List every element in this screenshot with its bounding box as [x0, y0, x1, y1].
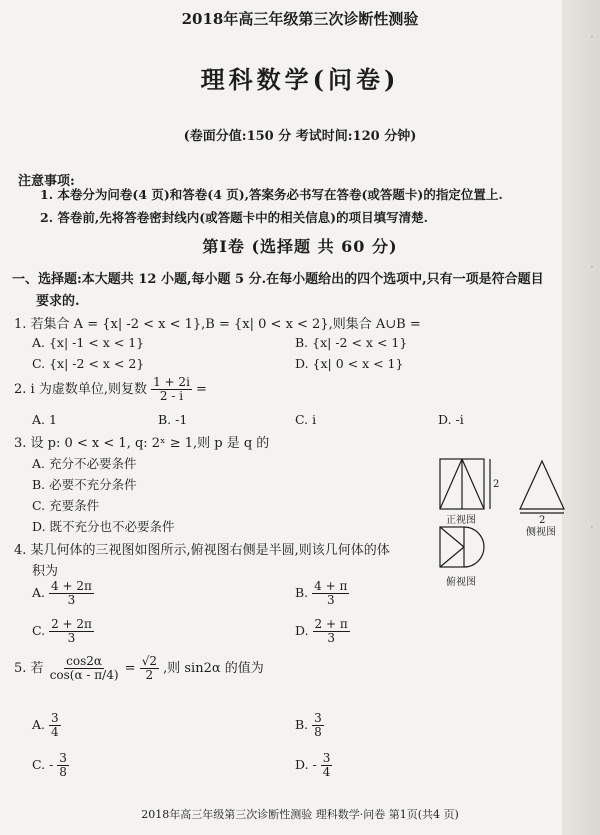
question-4-line: 4. 某几何体的三视图如图所示,俯视图右侧是半圆,则该几何体的体 [14, 543, 390, 558]
question-4-line: 积为 [32, 564, 59, 579]
q4-option-d-label: D. [295, 623, 309, 639]
section-title: 第Ⅰ卷 (选择题 共 60 分) [202, 237, 398, 256]
q3-option-c: C. 充要条件 [32, 498, 100, 513]
q5-option-b [295, 712, 324, 739]
q4-option-a-label: A. [32, 585, 46, 601]
q5-option-d-label: D. - [295, 757, 317, 773]
fraction-denominator: 2 [145, 668, 154, 683]
paper-title: 理科数学(问卷) [200, 65, 400, 94]
q2-option-a: A. 1 [32, 412, 57, 427]
fraction-denominator: 4 [322, 765, 331, 780]
instructions-line: 要求的. [36, 294, 80, 309]
q2-option-c: C. i [295, 412, 317, 427]
fraction-denominator: 3 [326, 593, 335, 608]
q4-option-c [32, 618, 94, 645]
fraction-denominator: 8 [314, 725, 322, 740]
q3-option-d: D. 既不充分也不必要条件 [32, 519, 175, 534]
q5-rhs-fraction [140, 655, 159, 682]
bleed-through-mark: · [589, 30, 594, 45]
bleed-through-mark: · [589, 520, 594, 535]
q5-suffix: ,则 sin2α 的值为 [163, 661, 264, 677]
q1-option-d: D. {x| 0 < x < 1} [295, 356, 404, 371]
q2-fraction [151, 376, 192, 403]
q5-option-a-label: A. [32, 717, 46, 733]
q5-equals: = [124, 661, 136, 677]
note-item: 1. 本卷分为问卷(4 页)和答卷(4 页),答案务必书写在答卷(或答题卡)的指定位置上. [40, 187, 503, 202]
q5-option-a-fraction [49, 712, 61, 739]
q2-equals: = [196, 382, 207, 398]
q2-fraction-numerator: 1 + 2i [153, 375, 190, 389]
fraction-numerator: 2 + π [314, 617, 348, 631]
question-2-stem [14, 376, 207, 403]
instructions-line: 一、选择题:本大题共 12 小题,每小题 5 分.在每小题给出的四个选项中,只有一项是符合题目 [12, 272, 544, 287]
exam-info: (卷面分值:150 分 考试时间:120 分钟) [183, 129, 417, 144]
fraction-numerator: 4 + 2π [51, 579, 92, 593]
bleed-through-mark: · [589, 260, 594, 275]
page-footer: 2018年高三年级第三次诊断性测验 理科数学·问卷 第1页(共4 页) [141, 808, 459, 821]
fraction-numerator: cos2α [66, 654, 103, 668]
fraction-numerator: 2 + 2π [51, 617, 92, 631]
q5-option-c [32, 752, 69, 779]
q3-option-b: B. 必要不充分条件 [32, 477, 137, 492]
fraction-numerator: √2 [141, 654, 157, 668]
q2-option-b: B. -1 [158, 412, 188, 427]
q5-option-b-fraction [312, 712, 324, 739]
side-view-label: 侧视图 [526, 527, 556, 538]
three-view-figure [430, 455, 580, 593]
q4-option-a [32, 580, 94, 607]
q5-lhs-fraction [48, 655, 121, 682]
q5-prefix: 5. 若 [14, 661, 44, 677]
exam-header-title: 2018年高三年级第三次诊断性测验 [181, 10, 419, 28]
side-view [520, 461, 564, 526]
q5-option-c-fraction [57, 752, 69, 779]
q2-stem-text: 2. i 为虚数单位,则复数 [14, 382, 147, 398]
notes-heading: 注意事项: [18, 174, 75, 189]
q4-option-d [295, 618, 350, 645]
q4-option-a-fraction [49, 580, 94, 607]
q3-option-a: A. 充分不必要条件 [32, 456, 137, 471]
q1-option-b: B. {x| -2 < x < 1} [295, 335, 408, 350]
q4-option-d-fraction [313, 618, 350, 645]
fraction-denominator: 4 [51, 725, 59, 740]
question-3-stem: 3. 设 p: 0 < x < 1, q: 2ˣ ≥ 1,则 p 是 q 的 [14, 436, 270, 451]
note-item: 2. 答卷前,先将答卷密封线内(或答题卡中的相关信息)的项目填写清楚. [40, 210, 428, 225]
q5-option-d-fraction [321, 752, 333, 779]
front-view-label: 正视图 [446, 515, 476, 526]
fraction-numerator: 4 + π [314, 579, 348, 593]
fraction-numerator: 3 [51, 711, 59, 725]
fraction-denominator: cos(α - π/4) [49, 668, 119, 683]
top-view [440, 527, 484, 567]
fraction-numerator: 3 [314, 711, 322, 725]
fraction-denominator: 3 [67, 593, 76, 608]
q1-option-c: C. {x| -2 < x < 2} [32, 356, 145, 371]
q2-fraction-denominator: 2 - i [159, 389, 184, 404]
top-view-label: 俯视图 [446, 577, 476, 588]
front-height-label: 2 [493, 479, 500, 490]
fraction-denominator: 3 [327, 631, 335, 646]
q4-option-b-label: B. [295, 585, 309, 601]
q4-option-b-fraction [312, 580, 349, 607]
fraction-denominator: 3 [67, 631, 76, 646]
front-view [440, 459, 499, 509]
fraction-numerator: 3 [322, 751, 331, 765]
q5-option-a [32, 712, 61, 739]
q4-option-b [295, 580, 349, 607]
question-1-stem: 1. 若集合 A = {x| -2 < x < 1},B = {x| 0 < x < 2},则集合 A∪B = [14, 317, 421, 332]
fraction-numerator: 3 [59, 751, 67, 765]
q1-option-a: A. {x| -1 < x < 1} [32, 335, 145, 350]
q5-option-c-label: C. - [32, 757, 54, 773]
fraction-denominator: 8 [59, 765, 67, 780]
q4-option-c-fraction [49, 618, 94, 645]
q2-option-d: D. -i [438, 412, 464, 427]
question-5-stem [14, 655, 264, 682]
side-width-label: 2 [539, 515, 546, 526]
q5-option-d [295, 752, 332, 779]
q5-option-b-label: B. [295, 717, 309, 733]
q4-option-c-label: C. [32, 623, 46, 639]
